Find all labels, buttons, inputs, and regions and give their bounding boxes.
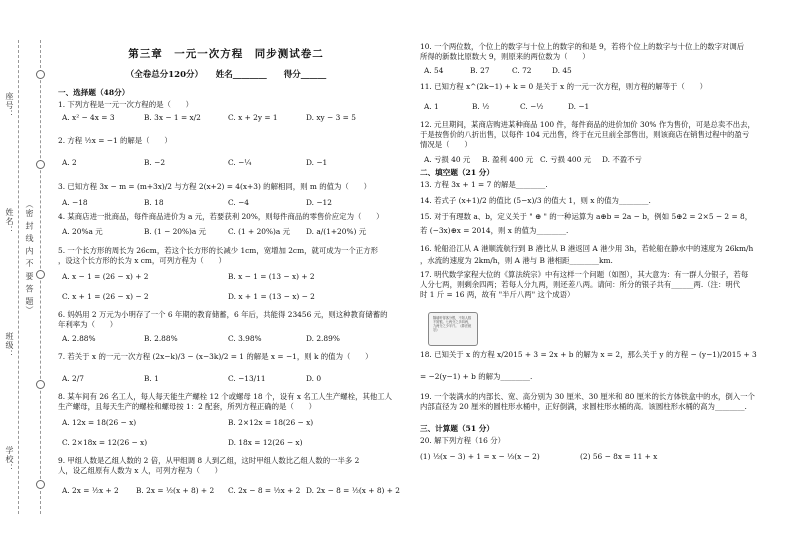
q1-option-b: B. 3x − 1 = x/2 (144, 113, 201, 122)
q11-option-a: A. 1 (424, 102, 439, 111)
question-18-cont: = −2(y−1) + b 的解为________. (420, 372, 533, 381)
q10-option-d: D. 45 (552, 66, 572, 75)
seal-notice: （密 封 线 内 不 要 答 题） (25, 200, 34, 315)
section-fill-heading: 二、填空题（21 分） (420, 168, 494, 177)
suanfa-tongzong-scroll-image (428, 312, 478, 346)
q10-option-b: B. 27 (470, 66, 490, 75)
q8-option-d: D. 18x = 12(26 − x) (228, 438, 303, 447)
q12-option-b: B. 盈利 400 元 (482, 155, 534, 164)
question-16: 16. 轮船沿江从 A 港顺流航行到 B 港比从 B 港返回 A 港少用 3h，若轮船在静水中的速度为 26km/h (420, 244, 754, 253)
question-9-cont: 人，设乙组原有人数为 x 人，可列方程为（ ） (58, 466, 223, 475)
question-9: 9. 甲组人数是乙组人数的 2 倍，从甲组调 8 人到乙组，这时甲组人数比乙组人数的一半多 2 (58, 456, 360, 465)
question-2: 2. 方程 ½x = −1 的解是（ ） (58, 136, 172, 145)
question-19-cont: 内部直径为 20 厘米的圆柱形水桶中，正好倒满，求圆柱形水桶的高．该圆柱形水桶的高为________. (420, 402, 747, 411)
hole-circle (36, 480, 45, 489)
q12-option-d: D. 不盈不亏 (602, 155, 642, 164)
q9-option-a: A. 2x = ½x + 2 (62, 486, 119, 495)
question-17-cont: 人分七两，则剩余四两；若每人分九两，则还差八两。请问：所分的银子共有______两.（注：明代 (420, 280, 741, 289)
q10-option-a: A. 54 (424, 66, 444, 75)
q6-option-a: A. 2.88% (62, 334, 96, 343)
question-10-cont: 所得的新数比原数大 9，则原来的两位数为（ ） (420, 52, 590, 61)
hole-circle (36, 160, 45, 169)
q5-option-d: D. x + 1 = (13 − x) − 2 (228, 292, 315, 301)
q8-option-b: B. 2×12x = 18(26 − x) (228, 418, 314, 427)
question-15: 15. 对于有理数 a、b，定义关于 " ⊕ " 的一种运算为 a⊕b = 2a − b，例如 5⊕2 = 2×5 − 2 = 8， (420, 212, 753, 221)
question-12-cont: 于是按售价的八折出售，以每件 104 元出售，终于在元旦前全部售出，则该商店在销售过程中的盈亏 (420, 130, 750, 139)
exam-subtitle: （全卷总分120分） 姓名________ 得分______ (125, 70, 327, 80)
question-1: 1. 下列方程是一元一次方程的是（ ） (58, 100, 194, 109)
q2-option-d: D. −1 (306, 158, 328, 167)
q7-option-c: C. −13/11 (228, 374, 266, 383)
question-18: 18. 已知关于 x 的方程 x/2015 + 3 = 2x + b 的解为 x = 2，那么关于 y 的方程 − (y−1)/2015 + 3 (420, 350, 757, 359)
hole-circle (36, 70, 45, 79)
question-6: 6. 妈妈用 2 万元为小明存了一个 6 年期的教育储蓄，6 年后，共能得 23456 元，则这种教育储蓄的 (58, 310, 388, 319)
q5-option-b: B. x − 1 = (13 − x) + 2 (228, 272, 315, 281)
question-20: 20. 解下列方程（16 分） (420, 436, 505, 445)
question-7: 7. 若关于 x 的一元一次方程 (2x−k)/3 − (x−3k)/2 = 1 的解是 x = −1，则 k 的值为（ ） (58, 352, 373, 361)
q12-option-a: A. 亏损 40 元 (424, 155, 471, 164)
q6-option-b: B. 2.88% (144, 334, 178, 343)
q5-option-a: A. x − 1 = (26 − x) + 2 (62, 272, 149, 281)
q11-option-b: B. ½ (472, 102, 490, 111)
q8-option-a: A. 12x = 18(26 − x) (62, 418, 137, 427)
q4-option-d: D. a/(1+20%) 元 (306, 227, 367, 236)
q7-option-a: A. 2/7 (62, 374, 84, 383)
question-13: 13. 方程 3x + 1 = 7 的解是________. (420, 180, 548, 189)
section-calc-heading: 三、计算题（51 分） (420, 424, 494, 433)
question-5: 5. 一个长方形的周长为 26cm，若这个长方形的长减少 1cm，宽增加 2cm，就可成为一个正方形 (58, 246, 378, 255)
question-8: 8. 某车间有 26 名工人，每人每天能生产螺栓 12 个或螺母 18 个，设有 x 名工人生产螺栓，其他工人 (58, 392, 393, 401)
school-label: 学校： (5, 446, 14, 473)
seal-line-outer (18, 40, 19, 514)
q5-option-c: C. x + 1 = (26 − x) − 2 (62, 292, 149, 301)
hole-circle (36, 270, 45, 279)
q2-option-a: A. 2 (62, 158, 77, 167)
q2-option-b: B. −2 (144, 158, 166, 167)
question-10: 10. 一个两位数，个位上的数字与十位上的数字的和是 9，若将个位上的数字与十位上的数字对调后 (420, 42, 745, 51)
q9-option-b: B. 2x = ½(x + 8) + 2 (136, 486, 215, 495)
question-12-cont2: 情况是（ ） (420, 140, 472, 149)
q4-option-b: B. (1 − 20%)a 元 (144, 227, 207, 236)
q4-option-a: A. 20%a 元 (62, 227, 103, 236)
question-14: 14. 若式子 (x+1)/2 的值比 (5−x)/3 的值大 1，则 x 的值为________. (420, 196, 651, 205)
hole-circle (36, 380, 45, 389)
q4-option-c: C. (1 + 20%)a 元 (228, 227, 291, 236)
question-4: 4. 某商店进一批商品，每件商品进价为 a 元，若要获利 20%，则每件商品的零售价应定为（ ） (58, 212, 384, 221)
seat-label: 座号： (5, 92, 14, 119)
question-5-cont: ，设这个长方形的长为 x cm，可列方程为（ ） (58, 256, 226, 265)
q9-option-d: D. 2x − 8 = ½(x + 8) + 2 (306, 486, 400, 495)
question-11: 11. 已知方程 x^(2k−1) + k = 0 是关于 x 的一元一次方程，则方程的解等于（ ） (420, 82, 707, 91)
q7-option-b: B. 1 (144, 374, 159, 383)
q3-option-c: C. −4 (228, 198, 249, 207)
q2-option-c: C. −¼ (228, 158, 252, 167)
name-label: 姓名： (5, 208, 14, 235)
question-12: 12. 元旦期间，某商店购进某种商品 100 件，每件商品的进价加价 30% 作为售价，可是总卖不出去， (420, 120, 755, 129)
q1-option-c: C. x + 2y = 1 (228, 113, 278, 122)
question-16-cont: ，水流的速度为 2km/h，则 A 港与 B 港相距________km. (420, 256, 613, 265)
q11-option-c: C. −½ (520, 102, 544, 111)
question-19: 19. 一个装满水的内部长、宽、高分别为 30 厘米、30 厘米和 80 厘米的长方体铁盒中的水，倒入一个 (420, 392, 755, 401)
question-17: 17. 明代数学家程大位的《算法统宗》中有这样一个问题（如图），其大意为：有一群人分银子，若每 (420, 270, 749, 279)
q6-option-d: D. 2.89% (306, 334, 340, 343)
question-3: 3. 已知方程 3x − m = (m+3x)/2 与方程 2(x+2) = 4(x+3) 的解相同，则 m 的值为（ ） (58, 182, 371, 191)
question-20-1: (1) ½(x − 3) + 1 = x − ⅓(x − 2) (420, 452, 540, 461)
left-column (58, 0, 400, 544)
q9-option-c: C. 2x − 8 = ½x + 2 (228, 486, 301, 495)
q10-option-c: C. 72 (512, 66, 532, 75)
question-17-cont2: 时 1 斤 = 16 两，故有 "半斤八两" 这个成语） (420, 290, 575, 299)
section-choice-heading: 一、选择题（48分） (58, 88, 130, 97)
q1-option-d: D. xy − 3 = 5 (306, 113, 356, 122)
q3-option-b: B. 18 (144, 198, 164, 207)
q1-option-a: A. x² − 4x = 3 (62, 113, 115, 122)
q12-option-c: C. 亏损 400 元 (540, 155, 592, 164)
binding-margin (0, 0, 62, 544)
question-15-cont: 若 (−3x)⊕x = 2014，则 x 的值为________. (420, 226, 569, 235)
scroll-poem-text: 隔墙听得客分银，不知人数不知银。七两分之多四两，九两分之少半斤。《算法统宗》 (433, 316, 472, 332)
q6-option-c: C. 3.98% (228, 334, 262, 343)
q7-option-d: D. 0 (306, 374, 322, 383)
q3-option-d: D. −12 (306, 198, 332, 207)
q11-option-d: D. −1 (568, 102, 590, 111)
exam-title: 第三章 一元一次方程 同步测试卷二 (128, 48, 324, 60)
question-6-cont: 年利率为（ ） (58, 320, 118, 329)
question-8-cont: 生产螺母，且每天生产的螺栓和螺母按 1：2 配套，所列方程正确的是（ ） (58, 402, 316, 411)
q8-option-c: C. 2×18x = 12(26 − x) (62, 438, 148, 447)
q3-option-a: A. −18 (62, 198, 88, 207)
question-20-2: (2) 56 − 8x = 11 + x (580, 452, 658, 461)
right-column (420, 0, 780, 544)
class-label: 班级： (5, 332, 14, 359)
